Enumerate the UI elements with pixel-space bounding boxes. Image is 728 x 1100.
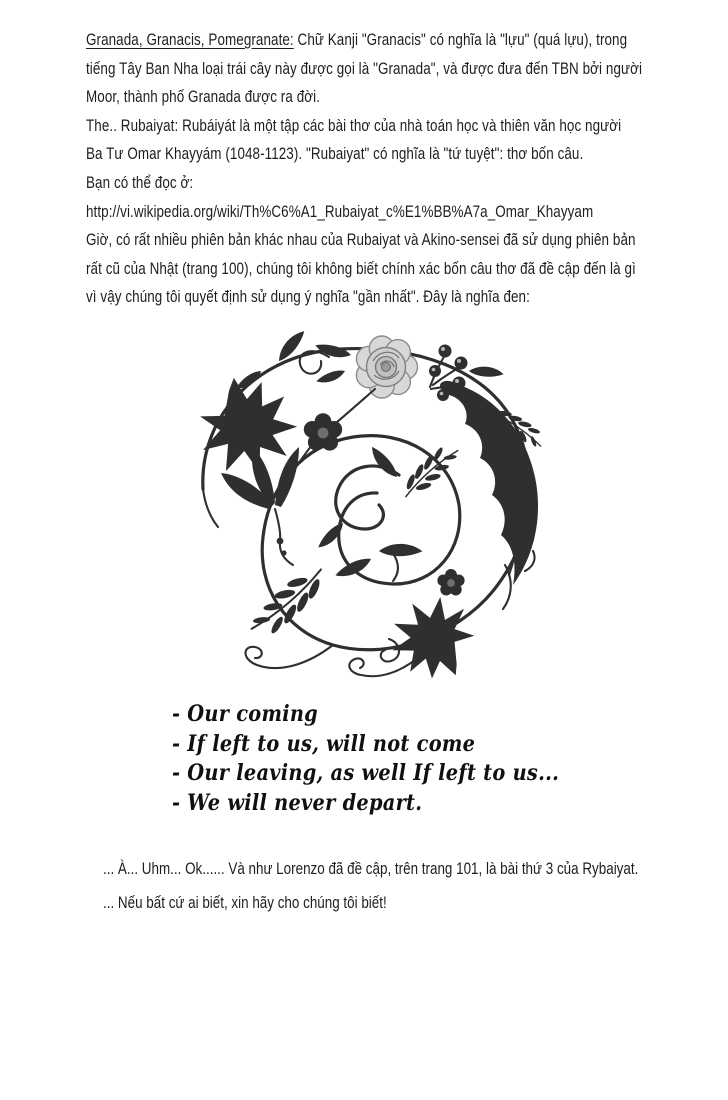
translation-notes <box>86 26 643 312</box>
footer-line: ... À... Uhm... Ok...... Và như Lorenzo đã đề cập, trên trang 101, là bài thứ 3 của Rybaiyat. <box>103 859 639 878</box>
flower-icon <box>304 413 342 450</box>
maple-leaf-icon <box>377 583 491 693</box>
footer-remarks <box>103 852 688 920</box>
tendril-icon <box>246 639 420 676</box>
fern-sprig-icon <box>241 560 336 644</box>
rose-icon <box>356 336 417 398</box>
flower-icon <box>437 569 464 596</box>
note-term: Granada, Granacis, Pomegranate: <box>86 30 294 49</box>
poem-line: - If left to us, will not come <box>172 730 476 757</box>
note-line: Ba Tư Omar Khayyám (1048-1123). "Rubaiyat" có nghĩa là "tứ tuyệt": thơ bốn câu. <box>86 144 584 164</box>
note-line: vì vậy chúng tôi quyết định sử dụng ý nghĩa "gần nhất". Đây là nghĩa đen: <box>86 287 530 307</box>
poem-line: - Our coming <box>172 701 318 727</box>
note-heading-line <box>86 26 639 55</box>
wikipedia-url: http://vi.wikipedia.org/wiki/Th%C6%A1_Rubaiyat_c%E1%BB%A7a_Omar_Khayyam <box>86 201 594 221</box>
note-heading-rest: Chữ Kanji "Granacis" có nghĩa là "lựu" (quá lựu), trong <box>293 30 628 49</box>
note-line: Moor, thành phố Granada được ra đời. <box>86 87 321 107</box>
leaf-icon <box>316 370 346 383</box>
note-line: Giờ, có rất nhiều phiên bản khác nhau của Rubaiyat và Akino-sensei đã sử dụng phiên bản <box>86 230 636 250</box>
poem-line: - Our leaving, as well If left to us... <box>172 760 560 786</box>
poem <box>172 700 630 818</box>
note-line: Bạn có thể đọc ở: <box>86 172 194 192</box>
note-line: The.. Rubaiyat: Rubáiyát là một tập các bài thơ của nhà toán học và thiên văn học người <box>86 115 622 135</box>
leaf-icon <box>272 329 311 362</box>
note-line: tiếng Tây Ban Nha loại trái cây này được gọi là "Granada", và được đưa đến TBN bởi người <box>86 58 643 78</box>
floral-ornament <box>183 327 555 693</box>
poem-line: - We will never depart. <box>172 789 423 816</box>
note-line: rất cũ của Nhật (trang 100), chúng tôi không biết chính xác bốn câu thơ đã đề cập đến là gì <box>86 258 636 278</box>
feather-leaf-icon <box>440 381 549 585</box>
center-scroll-icon <box>313 439 465 581</box>
footer-line: ... Nếu bất cứ ai biết, xin hãy cho chúng tôi biết! <box>103 893 387 912</box>
